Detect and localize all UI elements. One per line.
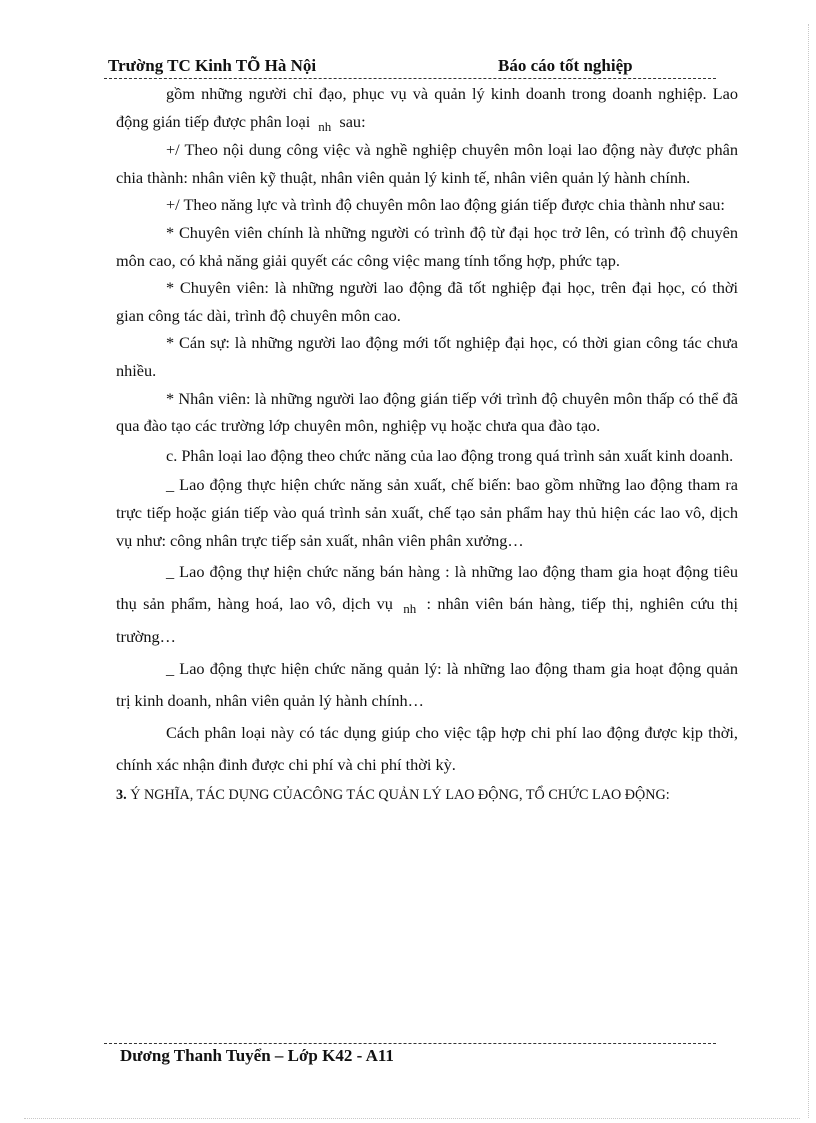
school-name: Trường TC Kinh TÕ Hà Nội (108, 56, 317, 75)
subscript-nh: nh (403, 601, 417, 617)
page-border-bottom (24, 1118, 800, 1119)
section-heading: 3. Ý NGHĨA, TÁC DỤNG CỦACÔNG TÁC QUẢN LÝ LAO ĐỘNG, TỔ CHỨC LAO ĐỘNG: (116, 787, 670, 804)
paragraph-sales-labor: _ Lao động thự hiện chức năng bán hàng : là những lao động tham gia hoạt động tiêu thụ sản phẩm, hàng hoá, lao vô, dịch vụ $_{nh}$ : nhân viên bán hàng, tiếp thị, nghiên cứu thị trường… (116, 562, 738, 647)
paragraph-specialist: * Chuyên viên: là những người lao động đã tốt nghiệp đại học, trên đại học, có thời gian công tác dài, trình độ chuyên môn cao. (116, 278, 738, 325)
subscript-nh: nh (318, 118, 332, 134)
report-title: Báo cáo tốt nghiệp (498, 56, 633, 75)
document-body (116, 80, 738, 810)
paragraph-staff: * Nhân viên: là những người lao động gián tiếp với trình độ chuyên môn thấp có thể đã qua đào tạo các trường lớp chuyên môn, nghiệp vụ hoặc chưa qua đào tạo. (116, 388, 738, 436)
paragraph-chief-specialist: * Chuyên viên chính là những người có trình độ từ đại học trở lên, có trình độ chuyên môn cao, có khả năng giải quyết các công việc mang tính tổng hợp, phức tạp. (116, 222, 738, 270)
paragraph-production-labor: _ Lao động thực hiện chức năng sản xuất, chế biến: bao gồm những lao động tham ra trực tiếp hoặc gián tiếp vào quá trình sản xuất, chế tạo sản phẩm hay thủ hiện các lao vô, dịch vụ như: công nhân trực tiếp sản xuất, nhân viên phân xưởng… (116, 475, 738, 550)
paragraph-classification-by-function: c. Phân loại lao động theo chức năng của lao động trong quá trình sản xuất kinh doanh. (166, 445, 734, 465)
paragraph-classification-by-ability: +/ Theo năng lực và trình độ chuyên môn lao động gián tiếp được chia thành như sau: (166, 195, 725, 215)
paragraph-classification-by-content: +/ Theo nội dung công việc và nghề nghiệp chuyên môn loại lao động này được phân chia thành: nhân viên kỹ thuật, nhân viên quản lý kinh tế, nhân viên quản lý hành chính. (116, 140, 738, 187)
page-border-right (808, 24, 809, 1118)
paragraph-intro: gồm những người chỉ đạo, phục vụ và quản lý kinh doanh trong doanh nghiệp. Lao động gián tiếp được phân loại $_{nh}$ sau: (116, 84, 738, 134)
page-header (108, 56, 716, 80)
header-divider (104, 78, 716, 79)
paragraph-conclusion: Cách phân loại này có tác dụng giúp cho việc tập hợp chi phí lao động được kịp thời, chính xác nhận đinh được chi phí và chi phí thời kỳ. (116, 723, 738, 775)
page-footer: Dương Thanh Tuyển – Lớp K42 - A11 (120, 1046, 394, 1065)
footer-divider (104, 1043, 716, 1044)
paragraph-officer: * Cán sự: là những người lao động mới tốt nghiệp đại học, có thời gian công tác chưa nhiều. (116, 333, 738, 380)
paragraph-management-labor: _ Lao động thực hiện chức năng quản lý: là những lao động tham gia hoạt động quản trị kinh doanh, nhân viên quản lý hành chính… (116, 659, 738, 711)
